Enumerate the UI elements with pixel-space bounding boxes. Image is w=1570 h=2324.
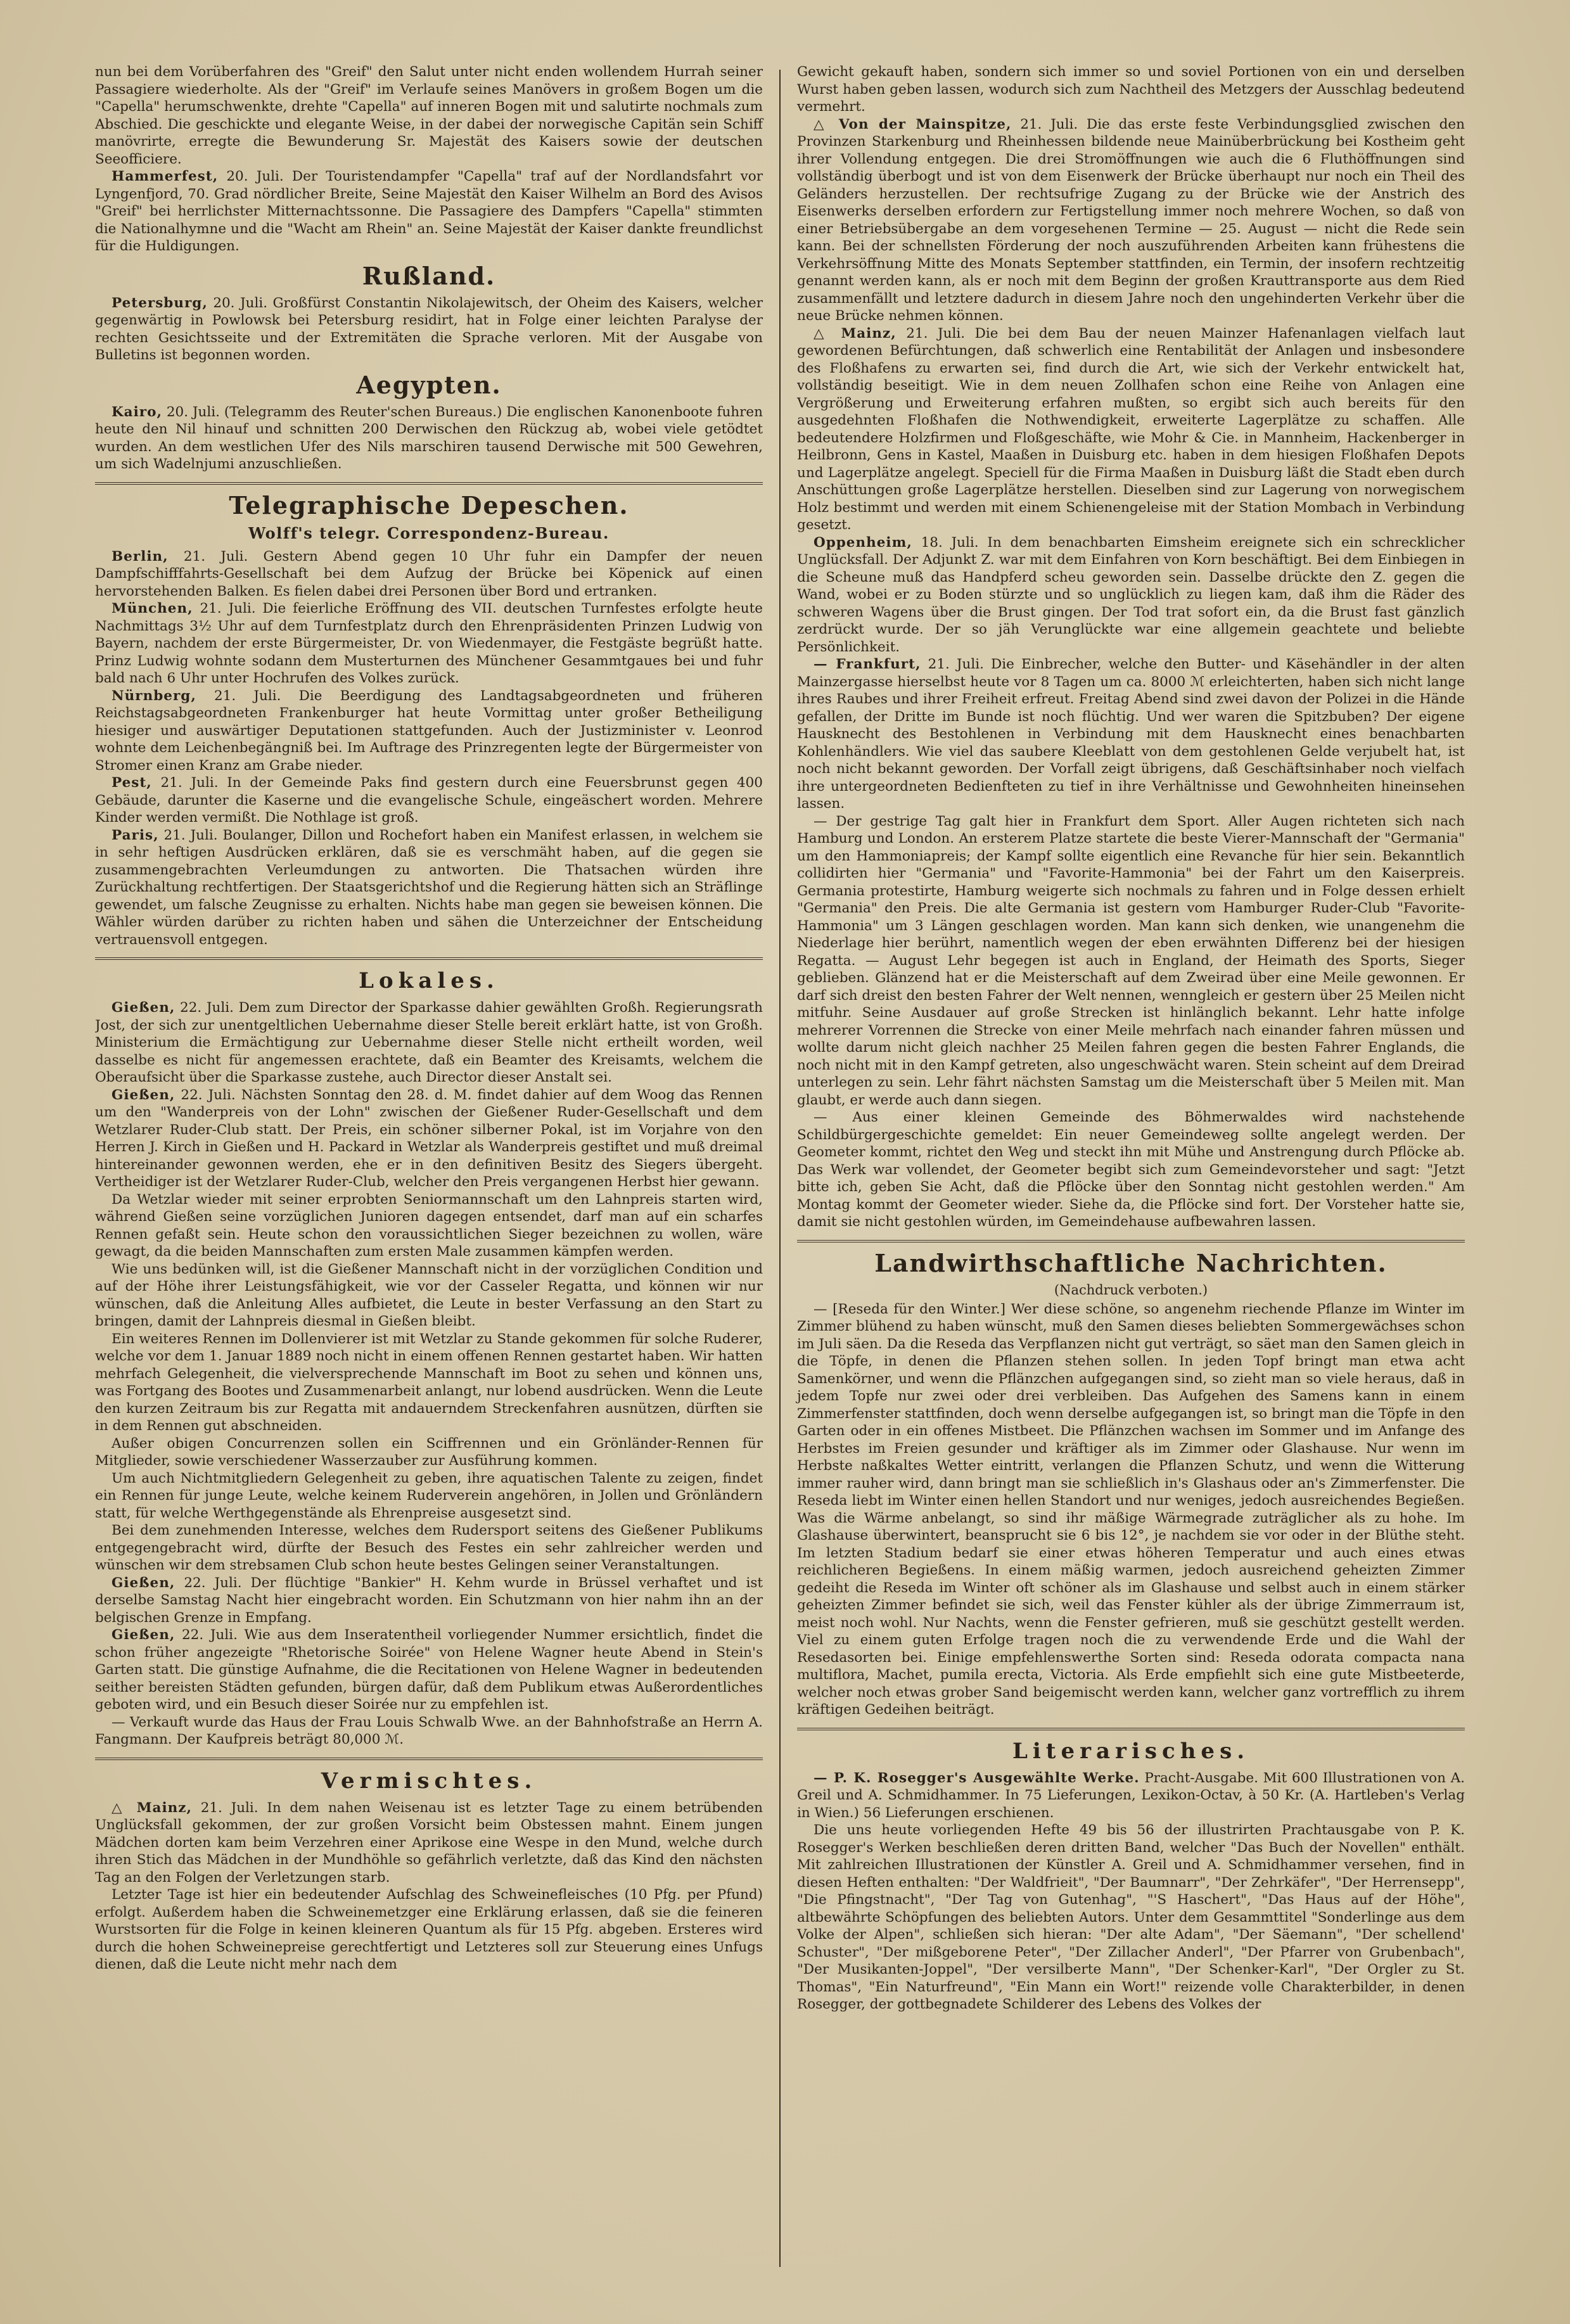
frankfurt-article (797, 656, 1465, 813)
paris-article (95, 827, 763, 949)
section-heading-literarisches: Literarisches. (1012, 1738, 1250, 1764)
article-dateline: Kairo, (112, 404, 162, 420)
article-dateline: — Frankfurt, (814, 656, 921, 672)
muenchen-article (95, 600, 763, 687)
article-dateline: △ Mainz, (814, 325, 897, 342)
reseda-article: — [Reseda für den Winter.] Wer diese schöne, so angenehm riechende Pflanze im Winter im Zimmer blühend zu haben wünscht, muß den Samen dieses beliebten Sommergewächses schon im Juli säen. Da die Reseda das Verpflanzen nicht gut verträgt, so säet man den Samen gleich in die Töpfe, in denen die Pflanzen stehen sollen. In jeden Topf bringt man etwa acht Samenkörner, und wenn die Pflänzchen aufgegangen sind, so zieht man so viele heraus, daß in jedem Topfe nur zwei oder drei verbleiben. Das Aufgehen des Samens kann in einem Zimmerfenster stattfinden, doch wenn derselbe aufgegangen ist, so bringt man die Töpfe in den Garten oder in ein offenes Mistbeet. Die Pflänzchen wachsen im Sommer und im Anfange des Herbstes im Freien gesunder und kräftiger als im Zimmer oder Glashause. Nur wenn im Herbste naßkaltes Wetter eintritt, verlangen die Pflanzen Schutz, und wenn die Witterung immer rauher wird, dann bringt man sie schließlich in's Glashaus oder an's Zimmerfenster. Die Reseda liebt im Winter einen hellen Standort und nur weniges, jedoch ausreichendes Begießen. Was die Wärme anbelangt, so sind ihr mäßige Wärmegrade zuträglicher als zu hohe. Im Glashause überwintert, beansprucht sie 6 bis 12°, je nachdem sie vor oder in der Blüthe steht. Im letzten Stadium bedarf sie einer etwas höheren Temperatur und auch eines etwas reichlicheren Begießens. In einem mäßig warmen, jedoch ausreichend geheizten Zimmer gedeiht die Reseda im Winter oft schöner als im Glashause und selbst auch in einem stärker geheizten Zimmer befindet sie sich, weil das Fenster kühler als der übrige Zimmerraum ist, meist noch wohl. Nur Nachts, wenn die Fenster gefrieren, muß sie geschützt gestellt werden. Viel zu einem guten Erfolge tragen noch die zu verwendende Erde und die Wahl der Resedasorten bei. Einige empfehlenswerthe Sorten sind: Reseda odorata compacta nana multiflora, Machet, pumila erecta, Victoria. Als Erde empfiehlt sich eine gute Mistbeeterde, welcher noch etwas grober Sand beigemischt werden kann, welcher ganz vortrefflich zu ihrem kräftigen Gedeihen beiträgt. (797, 1301, 1465, 1718)
giessen-article-3 (95, 1574, 763, 1627)
article-dateline: München, (112, 601, 193, 616)
section-divider (95, 957, 763, 960)
article-body: 21. Juli. In der Gemeinde Paks find gestern durch eine Feuersbrunst gegen 400 Gebäude, darunter die Kaserne und die evangelische Schule, eingeäschert worden. Mehrere Kinder werden vermißt. Die Nothlage ist groß. (95, 775, 763, 826)
article-paragraph: Außer obigen Concurrenzen sollen ein Sciffrennen und ein Grönländer-Rennen für Mitglieder, sowie verschiedener Wasserzauber zur Ausführung kommen. (95, 1435, 763, 1469)
kairo-article (95, 404, 763, 473)
column-layout (95, 63, 1475, 2273)
section-heading-lokales: Lokales. (359, 968, 499, 993)
rosegger-article (797, 1770, 1465, 1822)
article-dateline: Gießen, (112, 1627, 176, 1643)
mainspitze-article (797, 116, 1465, 325)
oppenheim-article (797, 534, 1465, 656)
article-dateline: Gießen, (112, 1087, 176, 1103)
article-paragraph: Da Wetzlar wieder mit seiner erprobten Seniormannschaft um den Lahnpreis starten wird, während Gießen seine vorzüglichen Junioren dagegen entsendet, darf man auf ein scharfes Rennen gefaßt sein. Heute schon den voraussichtlichen Sieger bezeichnen zu wollen, wäre gewagt, da die beiden Mannschaften zum ersten Male zusammen kämpfen werden. (95, 1191, 763, 1260)
giessen-article-4 (95, 1626, 763, 1714)
continued-paragraph: Gewicht gekauft haben, sondern sich immer so und soviel Portionen von ein und derselben Wurst haben geben lassen, wodurch sich zum Nachtheil des Metzgers der Ausschlag bedeutend vermehrt. (797, 64, 1465, 115)
petersburg-article (95, 295, 763, 364)
article-dateline: Paris, (112, 827, 159, 843)
article-paragraph: Um auch Nichtmitgliedern Gelegenheit zu geben, ihre aquatischen Talente zu zeigen, findet ein Rennen für junge Leute, welche keinem Ruderverein angehören, in Jollen und Grönländern statt, für welche Werthgegenstände als Ehrenpreise ausgesetzt sind. (95, 1470, 763, 1521)
article-paragraph: Ein weiteres Rennen im Dollenvierer ist mit Wetzlar zu Stande gekommen für solche Ruderer, welche vor dem 1. Januar 1889 noch nicht in einem offenen Rennen gestartet haben. Wir hatten mehrfach Gelegenheit, die vielversprechende Mannschaft im Boot zu sehen und können uns, was Fortgang des Bootes und Zusammenarbeit anlangt, nur lobend ausdrücken. Wenn die Leute den kurzen Zeitraum bis zur Regatta mit andauerndem Streckenfahren ausnützen, dürften sie in dem Rennen gut abschneiden. (95, 1331, 763, 1434)
article-body: 21. Juli. Die Beerdigung des Landtagsabgeordneten und früheren Reichstagsabgeordneten Frankenburger hat heute Vormittag unter großer Betheiligung hiesiger und auswärtiger Deputationen stattgefunden. Auch der Justizminister v. Leonrod wohnte dem Leichenbegängniß bei. Im Auftrage des Prinzregenten legte der Bürgermeister von Stromer einen Kranz am Grabe nieder. (95, 687, 763, 774)
article-dateline: Nürnberg, (112, 687, 196, 704)
giessen-article-2 (95, 1087, 763, 1191)
article-paragraph: Letzter Tage ist hier ein bedeutender Aufschlag des Schweinefleisches (10 Pfg. per Pfund) erfolgt. Außerdem haben die Schweinemetzger eine Erklärung erlassen, daß sie die feineren Wurstsorten für die Folge in keinen kleineren Quantum als für 15 Pfg. abgeben. Ersteres wird durch die hohen Schweinepreise gerechtfertigt und Letzteres soll zur Steuerung eines Unfugs dienen, daß die Leute nicht mehr nach dem (95, 1887, 763, 1972)
article-body: 21. Juli. Die das erste feste Verbindungsglied zwischen den Provinzen Starkenburg und Rheinhessen bildende neue Mainüberbrückung bei Kostheim geht ihrer Vollendung entgegen. Die drei Stromöffnungen wie auch die 6 Fluthöffnungen sind vollständig überbogt und ist von dem Eisenwerk der Brücke überhaupt nur noch ein Theil des Geländers herzustellen. Der rechtsufrige Zugang zu der Brücke wie der Anstrich des Eisenwerks derselben erfordern zur Fertigstellung immer noch mehrere Wochen, so daß von einer Betriebsübergabe an dem vorgesehenen Termine — 25. August — nicht die Rede sein kann. Bei der schnellsten Förderung der noch auszuführenden Arbeiten kann frühestens die Verkehrsöffnung Mitte des Monats September stattfinden, ein Termin, der insofern rechtzeitig genannt werden kann, als er noch mit dem Beginn der großen Krauttransporte aus dem Ried zusammenfällt und letztere dadurch in diesem Jahre noch den ungehinderten Verkehr über die neue Brücke nehmen können. (797, 116, 1465, 324)
reprint-note: (Nachdruck verboten.) (1054, 1282, 1208, 1298)
right-column (781, 63, 1465, 2273)
article-body: 21. Juli. Die bei dem Bau der neuen Mainzer Hafenanlagen vielfach laut gewordenen Befürchtungen, daß schwerlich eine Rentabilität der Anlagen und insbesondere des Floßhafens zu erwarten sei, find durch die Art, wie sich der Verkehr entwickelt hat, vollständig beseitigt. Wie in dem neuen Zollhafen schon eine Reihe von Anlagen eine Vergrößerung und Erweiterung erfahren mußten, so ergibt sich auch bereits für den ausgedehnten Floßhafen die Nothwendigkeit, erweiterte Lagerplätze zu schaffen. Alle bedeutendere Holzfirmen und Floßgeschäfte, wie Mohr & Cie. in Mannheim, Hackenberger in Heilbronn, Gens in Kastel, Maaßen in Duisburg etc. haben in dem hiesigen Floßhafen Depots und Lagerplätze angelegt. Speciell für die Firma Maaßen in Duisburg läßt die Stadt eben durch Anschüttungen große Lagerplätze herstellen. Dieselben sind zur Lagerung von norwegischem Holz bestimmt und werden mit einem Schienengeleise mit der Station Mombach in Verbindung gesetzt. (797, 325, 1465, 533)
article-body: 20. Juli. Der Touristendampfer "Capella" traf auf der Nordlandsfahrt vor Lyngenfjord, 70. Grad nördlicher Breite, Seine Majestät den Kaiser Wilhelm an Bord des Avisos "Greif" bei herrlichster Mitternachtssonne. Die Passagiere des Dampfers "Capella" stimmten die Nationalhymne und die "Wacht am Rhein" an. Seine Majestät der Kaiser dankte freundlichst für die Huldigungen. (95, 169, 763, 254)
article-body: 20. Juli. Großfürst Constantin Nikolajewitsch, der Oheim des Kaisers, welcher gegenwärtig in Powlowsk bei Petersburg residirt, hat in Folge einer leichten Paralyse der rechten Gesichtsseite und der Extremitäten die Sprache verloren. Mit der Ausgabe von Bulletins ist begonnen worden. (95, 295, 763, 363)
article-body: 22. Juli. Der flüchtige "Bankier" H. Kehm wurde in Brüssel verhaftet und ist derselbe Samstag Nacht hier eingebracht worden. Ein Schutzmann von hier nahm ihn an der belgischen Grenze in Empfang. (95, 1574, 763, 1626)
article-body: Pracht-Ausgabe. Mit 600 Illustrationen von A. Greil und A. Schmidhammer. In 75 Lieferungen, Lexikon-Octav, à 50 Kr. (A. Hartleben's Verlag in Wien.) 56 Lieferungen erschienen. (797, 1770, 1465, 1821)
article-dateline: Hammerfest, (112, 169, 219, 184)
section-heading-telegraph: Telegraphische Depeschen. (229, 490, 629, 520)
article-paragraph: Bei dem zunehmenden Interesse, welches dem Rudersport seitens des Gießener Publikums entgegengebracht wird, dürfte der Besuch des Festes ein sehr zahlreicher werden und wünschen wir dem strebsamen Club schon heute bestes Gelingen seiner Veranstaltungen. (95, 1523, 763, 1573)
article-paragraph: Die uns heute vorliegenden Hefte 49 bis 56 der illustrirten Prachtausgabe von P. K. Rosegger's Werken beschließen deren dritten Band, welcher "Das Buch der Novellen" enthält. Mit zahlreichen Illustrationen der Künstler A. Greil und A. Schmidhammer versehen, find in diesen Heften enthalten: "Der Waldfrieit", "Der Baumnarr", "Der Zehrkäfer", "Der Herrensepp", "Die Pfingstnacht", "Der Tag von Gutenhag", "'S Haschert", "Das Haus auf der Höhe", altbewährte Schöpfungen des beliebten Autors. Unter dem Gesammttitel "Sonderlinge aus dem Volke der Alpen", schließen sich hieran: "Der alte Adam", "Der Säemann", "Der schellend' Schuster", "Der mißgeborene Peter", "Der Zillacher Anderl", "Der Pfarrer von Grubenbach", "Der Musikanten-Joppel", "Der versilberte Mann", "Der Schenker-Karl", "Der Orgler zu St. Thomas", "Ein Naturfreund", "Ein Mann ein Wort!" reizende volle Charakterbilder, in denen Rosegger, der gottbegnadete Schilderer des Lebens des Volkes der (797, 1822, 1465, 2012)
section-heading-russland: Rußland. (362, 261, 496, 290)
hammerfest-article (95, 168, 763, 255)
article-body: 20. Juli. (Telegramm des Reuter'schen Bureaus.) Die englischen Kanonenboote fuhren heute den Nil hinauf und schnitten 200 Derwischen den Rückzug ab, wobei viele getödtet wurden. An dem westlichen Ufer des Nils marschiren tausend Derwische mit 500 Gewehren, um sich Wadelnjumi anzuschließen. (95, 404, 763, 472)
nuernberg-article (95, 687, 763, 775)
article-body: 22. Juli. Wie aus dem Inseratentheil vorliegender Nummer ersichtlich, findet die schon früher angezeigte "Rhetorische Soirée" von Helene Wagner heute Abend in Stein's Garten statt. Die günstige Aufnahme, die die Recitationen von Helene Wagner in bedeutenden seither bereisten Städten gefunden, bürgen dafür, daß dem Publikum etwas Außerordentliches geboten wird, und ein Besuch dieser Soirée nur zu empfehlen ist. (95, 1627, 763, 1713)
article-dateline: Oppenheim, (814, 534, 912, 551)
article-paragraph: — Aus einer kleinen Gemeinde des Böhmerwaldes wird nachstehende Schildbürgergeschichte gemeldet: Ein neuer Gemeindeweg sollte angelegt werden. Der Geometer kommt, richtet den Weg und steckt ihn mit Mühe und Anstrengung durch Pflöcke ab. Das Werk war vollendet, der Geometer begibt sich zum Gemeindevorsteher und sagt: "Jetzt bitte ich, geben Sie Acht, daß die Pflöcke über den Sonntag nicht gestohlen werden." Am Montag kommt der Geometer wieder. Siehe da, die Pflöcke sind fort. Der Vorsteher hatte sie, damit sie nicht gestohlen würden, im Gemeindehause aufbewahren lassen. (797, 1109, 1465, 1230)
section-heading-landwirthschaft: Landwirthschaftliche Nachrichten. (874, 1248, 1388, 1277)
article-body: 21. Juli. Die Einbrecher, welche den Butter- und Käsehändler in der alten Mainzergasse hierselbst heute vor 8 Tagen um ca. 8000 ℳ erleichterten, haben sich nicht lange ihres Raubes und ihrer Freiheit erfreut. Freitag Abend sind zwei davon der Polizei in die Hände gefallen, der Dritte im Bunde ist noch flüchtig. Und wer waren die Spitzbuben? Der eigene Hausknecht des Bestohlenen in Verbindung mit dem Hausknecht eines benachbarten Kohlenhändlers. Wie viel das saubere Kleeblatt von dem gestohlenen Gelde verjubelt hat, ist noch nicht bekannt geworden. Der Vorfall zeigt übrigens, daß Geschäftsinhaber noch vielfach ihre untergeordneten Bedienfteten zu tief in ihre Verhältnisse und Gewohnheiten hineinsehen lassen. (797, 656, 1465, 812)
article-body: 21. Juli. Die feierliche Eröffnung des VII. deutschen Turnfestes erfolgte heute Nachmittags 3½ Uhr auf dem Turnfestplatz durch den Ehrenpräsidenten Prinzen Ludwig von Bayern, nachdem der erste Bürgermeister, Dr. von Wiedenmayer, die Festgäste begrüßt hatte. Prinz Ludwig wohnte sodann dem Musterturnen des Münchener Gesammtgaues bei und fuhr bald nach 6 Uhr unter Hochrufen des Volkes zurück. (95, 601, 763, 686)
article-paragraph: Wie uns bedünken will, ist die Gießener Mannschaft nicht in der vorzüglichen Condition und auf der Höhe ihrer Leistungsfähigkeit, wie vor der Casseler Regatta, und können wir nur wünschen, daß die Anleitung Alles aufbietet, die Leute in bester Verfassung an den Start zu bringen, damit der Lahnpreis diesmal in Gießen bleibt. (95, 1261, 763, 1329)
section-divider (95, 482, 763, 485)
article-body: 21. Juli. In dem nahen Weisenau ist es letzter Tage zu einem betrübenden Unglücksfall gekommen, der zur großen Vorsicht beim Obstessen mahnt. Einem jungen Mädchen dorten kam beim Verzehren einer Aprikose eine Wespe in den Mund, welche durch ihren Stich das Mädchen in der Mundhöhle so gefährlich verletzte, daß das Kind den nächsten Tag an den Folgen der Verletzungen starb. (95, 1799, 763, 1886)
article-body: 18. Juli. In dem benachbarten Eimsheim ereignete sich ein schrecklicher Unglücksfall. Der Adjunkt Z. war mit dem Einfahren von Korn beschäftigt. Bei dem Einbiegen in die Scheune muß das Handpferd scheu geworden sein. Dasselbe drückte den Z. gegen die Wand, wobei er zu Boden stürzte und so unglücklich zu liegen kam, daß ihm die Räder des schweren Wagens über die Brust gingen. Der Tod trat sofort ein, da die Brust fast gänzlich zerdrückt wurde. Der so jäh Verunglückte war eine allgemein geachtete und beliebte Persönlichkeit. (797, 534, 1465, 655)
verkauft-notice: — Verkauft wurde das Haus der Frau Louis Schwalb Wwe. an der Bahnhofstraße an Herrn A. Fangmann. Der Kaufpreis beträgt 80,000 ℳ. (95, 1714, 763, 1747)
giessen-article-1 (95, 999, 763, 1087)
article-dateline: Pest, (112, 775, 152, 791)
section-heading-aegypten: Aegypten. (356, 370, 502, 399)
left-column (95, 63, 779, 2273)
intro-paragraph: nun bei dem Vorüberfahren des "Greif" den Salut unter nicht enden wollendem Hurrah seiner Passagiere wiederholte. Als der "Greif" im Verlaufe seines Manövers in großem Bogen um die "Capella" herumschwenkte, drehte "Capella" auf inneren Bogen mit und salutirte nochmals zum Abschied. Die geschickte und elegante Weise, in der dabei der norwegische Capitän sein Schiff manövrirte, erregte die Bewunderung Sr. Majestät des Kaisers sowie der deutschen Seeofficiere. (95, 64, 763, 167)
section-divider (797, 1240, 1465, 1242)
article-dateline: △ Mainz, (112, 1799, 192, 1816)
article-body: 21. Juli. Boulanger, Dillon und Rochefort haben ein Manifest erlassen, in welchem sie in sehr heftigen Ausdrücken erklären, daß sie es verschmäht haben, auf die gegen sie zusammengebrachten Verleumdungen zu antworten. Die Thatsachen würden ihre Zurückhaltung rechtfertigen. Der Staatsgerichtshof und die Regierung hätten sich an Sträflinge gewendet, um falsche Zeugnisse zu erhalten. Nichts habe man gegen sie beweisen können. Die Wähler würden darüber zu richten haben und sähen die Unterzeichner der Entscheidung vertrauensvoll entgegen. (95, 827, 763, 948)
section-divider (95, 1758, 763, 1760)
mainz-article-1 (95, 1799, 763, 1887)
section-divider (797, 1728, 1465, 1730)
article-paragraph: — Der gestrige Tag galt hier in Frankfurt dem Sport. Aller Augen richteten sich nach Hamburg und London. An ersterem Platze startete die beste Vierer-Mannschaft der "Germania" um den Hammoniapreis; der Kampf sollte eigentlich eine Revanche für hier sein. Bekanntlich collidirten hier "Germania" und "Favorite-Hammonia" bei der Fahrt um den Kaiserpreis. Germania protestirte, Hamburg weigerte sich nochmals zu fahren und in Folge dessen erhielt "Germania" den Preis. Die alte Germania ist gestern vom Hamburger Ruder-Club "Favorite-Hammonia" um 3 Längen geschlagen worden. Man kann sich denken, wie unangenehm die Niederlage hier berührt, namentlich wegen der eben erwähnten Differenz bei der hiesigen Regatta. — August Lehr begegen ist auch in England, der Heimath des Sports, Sieger geblieben. Glänzend hat er die Meisterschaft auf dem Zweirad über eine Meile gewonnen. Er darf sich dreist den besten Fahrer der Welt nennen, wenngleich er gestern über 25 Meilen nicht mitfuhr. Seine Ausdauer auf große Strecken ist hinlänglich bekannt. Lehr hatte infolge mehrerer Vorrennen die Strecke von einer Meile mehrfach nach einander fahren müssen und wollte darum nicht gleich nachher 25 Meilen fahren gegen die besten Fahrer Englands, die noch nicht mit in den Kampf getreten, also ungeschwächt waren. Stein scheint auf dem Dreirad unterlegen zu sein. Lehr fährt nächsten Samstag um die Meisterschaft über 5 Meilen mit. Man glaubt, er werde auch dann siegen. (797, 813, 1465, 1108)
article-dateline: Berlin, (112, 548, 169, 565)
article-dateline: △ Von der Mainspitze, (814, 116, 1012, 132)
article-body: 21. Juli. Gestern Abend gegen 10 Uhr fuhr ein Dampfer der neuen Dampfschifffahrts-Gesellschaft bei dem Aufzug der Brücke bei Köpenick auf einen hervorstehenden Balken. Es fielen dabei drei Personen über Bord und ertranken. (95, 548, 763, 599)
article-dateline: — P. K. Rosegger's Ausgewählte Werke. (814, 1770, 1140, 1786)
pest-article (95, 774, 763, 827)
section-subheading-wolff: Wolff's telegr. Correspondenz-Bureau. (248, 523, 609, 542)
berlin-article (95, 548, 763, 601)
article-dateline: Petersburg, (112, 295, 208, 311)
article-dateline: Gießen, (112, 1000, 176, 1016)
section-heading-vermischtes: Vermischtes. (321, 1768, 537, 1794)
article-body: 22. Juli. Dem zum Director der Sparkasse dahier gewählten Großh. Regierungsrath Jost, der sich zur unentgeltlichen Uebernahme dieser Stelle bereit erklärt hatte, ist von Großh. Ministerium die Ermächtigung zur Uebernahme dieser Stelle nicht ertheilt worden, weil dasselbe es nicht für angemessen erachtete, daß ein Beamter des Kreisamts, welchem die Oberaufsicht über die Sparkasse zustehe, auch Director dieser Anstalt sei. (95, 1000, 763, 1085)
article-dateline: Gießen, (112, 1574, 176, 1591)
mainz-article-2 (797, 325, 1465, 534)
article-body: 22. Juli. Nächsten Sonntag den 28. d. M. findet dahier auf dem Woog das Rennen um den "Wanderpreis von der Lohn" zwischen der Gießener Ruder-Gesellschaft und dem Wetzlarer Ruder-Club statt. Der Preis, ein schöner silberner Pokal, ist im Vorjahre von den Herren J. Kirch in Gießen und H. Packard in Wetzlar als Wanderpreis gestiftet und muß dreimal hintereinander gewonnen werden, ehe er in den definitiven Besitz des Siegers übergeht. Vertheidiger ist der Wetzlarer Ruder-Club, welcher den Preis vergangenen Herbst hier gewann. (95, 1087, 763, 1190)
